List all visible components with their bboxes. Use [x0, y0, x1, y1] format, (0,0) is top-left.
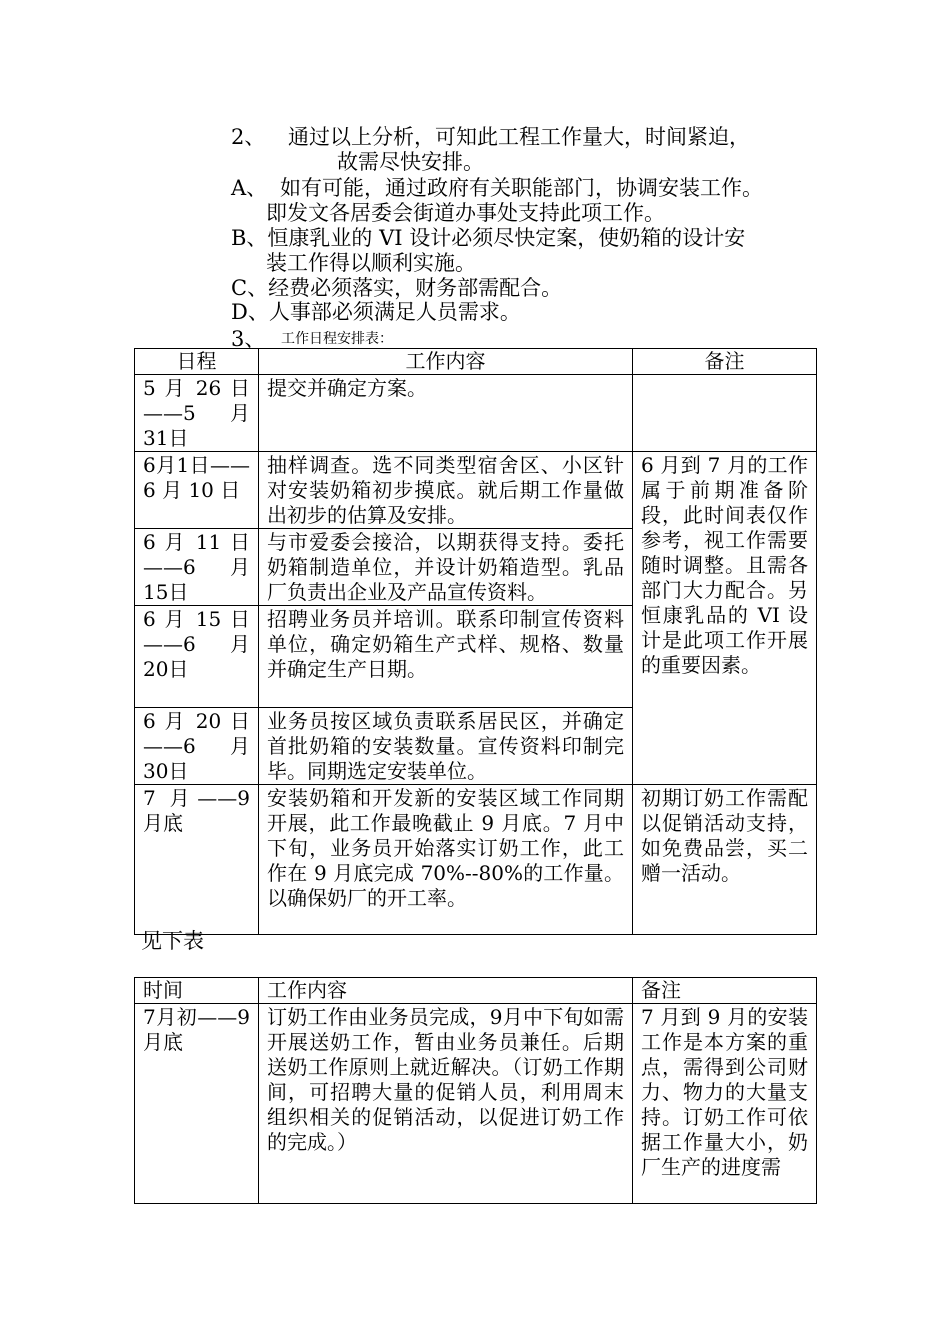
table-row	[135, 1004, 817, 1204]
item-c-line: C、经费必须落实，财务部需配合。	[231, 276, 563, 300]
header-time: 时间	[135, 978, 259, 1004]
row-date: 7月初——9月底	[135, 1004, 259, 1204]
item-2-line-2: 故需尽快安排。	[337, 150, 484, 174]
item-b-line-1: B、恒康乳业的 VI 设计必须尽快定案，使奶箱的设计安	[231, 226, 746, 250]
row-date: 6 月 11 日——6 月 15日	[135, 529, 259, 606]
item-b-line-2: 装工作得以顺利实施。	[266, 251, 476, 275]
item-3-title: 工作日程安排表：	[281, 331, 393, 347]
header-content: 工作内容	[259, 978, 633, 1004]
row-content: 与市爱委会接洽，以期获得支持。委托奶箱制造单位，并设计奶箱造型。乳品厂负责出企业及产品宣传资料。	[259, 529, 633, 606]
item-3-number: 3、	[231, 327, 266, 351]
table-row	[135, 785, 817, 935]
row-note-empty	[633, 375, 817, 452]
header-date: 日程	[135, 349, 259, 375]
row-content: 安装奶箱和开发新的安装区域工作同期开展，此工作最晚截止 9 月底。7 月中下旬，业务员开始落实订奶工作，此工作在 9 月底完成 70%--80%的工作量。以确保奶厂的开工率。	[259, 785, 633, 935]
header-content: 工作内容	[259, 349, 633, 375]
item-a-line-2: 即发文各居委会街道办事处支持此项工作。	[266, 201, 665, 225]
row-date: 7 月——9 月底	[135, 785, 259, 935]
row-note: 7 月到 9 月的安装工作是本方案的重点，需得到公司财力、物力的大量支持。订奶工作可依据工作量大小，奶厂生产的进度需	[633, 1004, 817, 1204]
row-content: 抽样调查。选不同类型宿舍区、小区针对安装奶箱初步摸底。就后期工作量做出初步的估算及安排。	[259, 452, 633, 529]
row-content: 招聘业务员并培训。联系印制宣传资料单位，确定奶箱生产式样、规格、数量并确定生产日期。	[259, 606, 633, 708]
row-note-merged: 6 月到 7 月的工作属于前期准备阶段，此时间表仅作参考，视工作需要随时调整。且需各部门大力配合。另恒康乳品的 VI 设计是此项工作开展的重要因素。	[633, 452, 817, 785]
item-d-line: D、人事部必须满足人员需求。	[231, 300, 521, 324]
row-date: 6 月 20 日——6 月 30日	[135, 708, 259, 785]
row-date: 6 月 15 日——6 月 20日	[135, 606, 259, 708]
row-content: 提交并确定方案。	[259, 375, 633, 452]
table-row	[135, 375, 817, 452]
item-a-label: A、	[231, 176, 268, 200]
schedule-table-2	[134, 977, 817, 1204]
schedule-header-row	[135, 349, 817, 375]
header-note: 备注	[633, 349, 817, 375]
item-a-line-1: 如有可能，通过政府有关职能部门，协调安装工作。	[280, 176, 763, 200]
header-note: 备注	[633, 978, 817, 1004]
row-content: 业务员按区域负责联系居民区，并确定首批奶箱的安装数量。宣传资料印制完毕。同期选定安装单位。	[259, 708, 633, 785]
row-date: 5 月 26 日——5 月 31日	[135, 375, 259, 452]
see-below-text: 见下表	[141, 929, 204, 953]
row-note: 初期订奶工作需配以促销活动支持， 如免费品尝，买二赠一活动。	[633, 785, 817, 935]
item-2-number: 2、	[231, 125, 266, 149]
schedule2-header-row	[135, 978, 817, 1004]
table-row	[135, 452, 817, 529]
schedule-table	[134, 348, 817, 935]
item-2-line-1: 通过以上分析，可知此工程工作量大，时间紧迫，	[288, 125, 750, 149]
row-date: 6月1日——6 月 10 日	[135, 452, 259, 529]
row-content: 订奶工作由业务员完成，9月中下旬如需开展送奶工作，暂由业务员兼任。后期送奶工作原则上就近解决。（订奶工作期间，可招聘大量的促销人员，利用周末组织相关的促销活动，以促进订奶工作的完成。）	[259, 1004, 633, 1204]
